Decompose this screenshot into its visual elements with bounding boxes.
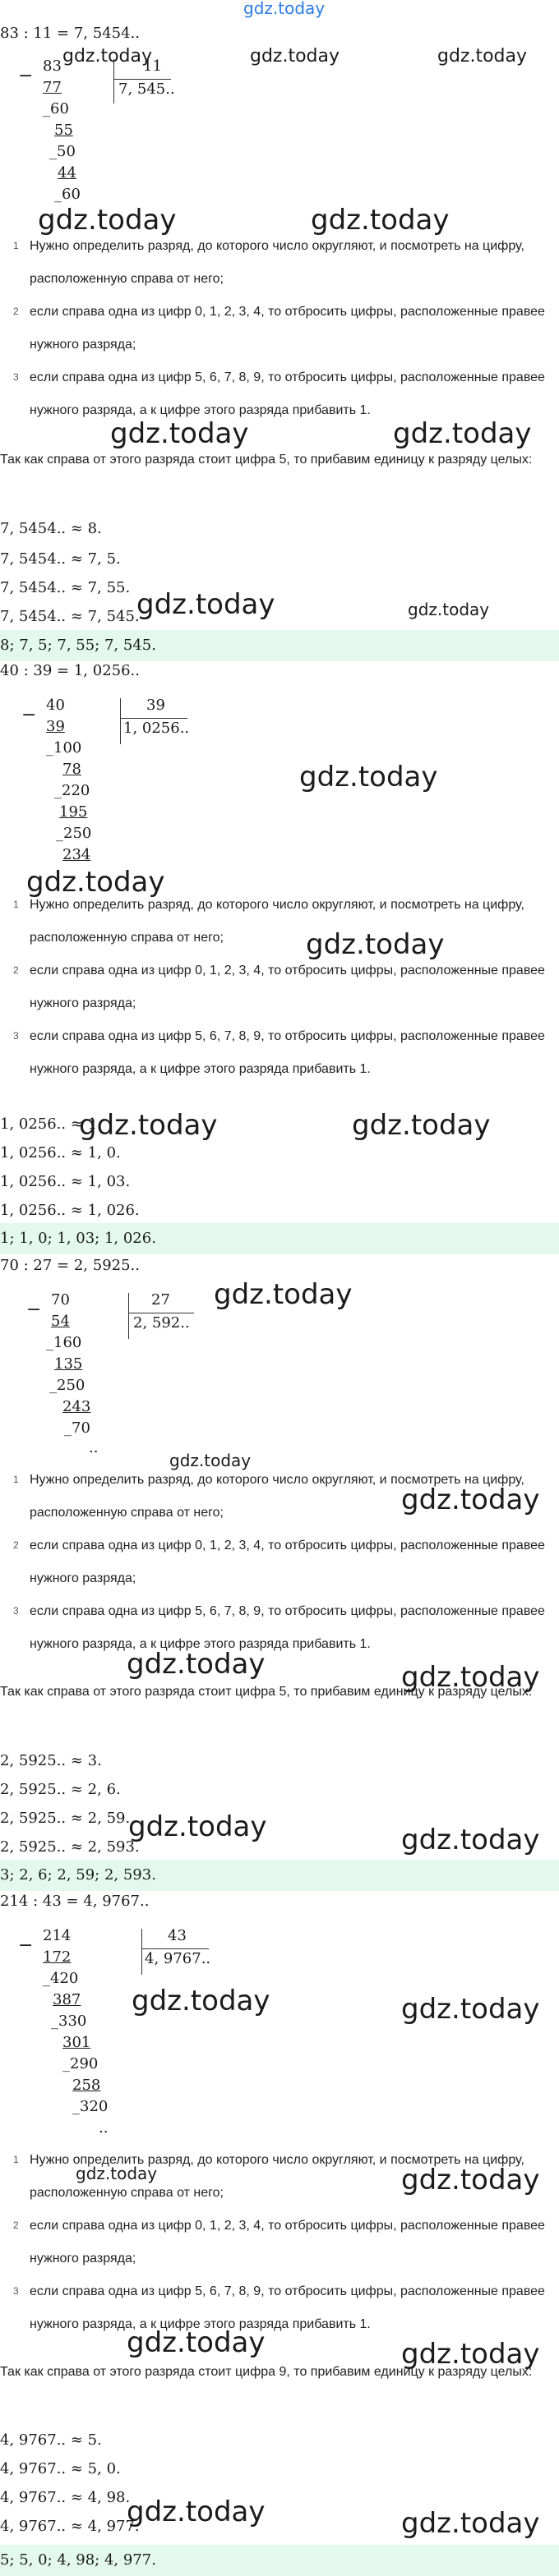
watermark: gdz.today (76, 2164, 158, 2183)
rule-number: 3 (13, 1605, 19, 1617)
watermark: gdz.today (79, 1109, 218, 1142)
watermark: gdz.today (127, 2496, 266, 2528)
rule-number: 1 (13, 240, 19, 251)
division-step: 195 (59, 803, 88, 821)
rule-text: Нужно определить разряд, до которого число округляют, и посмотреть на цифру, расположенную справа от него; (30, 1473, 524, 1520)
watermark: gdz.today (136, 588, 275, 621)
watermark: gdz.today (250, 46, 340, 67)
rounding-result: 7, 5454.. ≈ 8. (0, 520, 102, 537)
divisor: 43 (168, 1927, 187, 1944)
rule-number: 2 (13, 1539, 19, 1551)
division-step: 250 (57, 1377, 85, 1394)
watermark: gdz.today (352, 1109, 491, 1142)
dividend: 83 (43, 58, 62, 75)
rule-number: 2 (13, 306, 19, 317)
divisor: 11 (143, 58, 162, 75)
rule-text: если справа одна из цифр 0, 1, 2, 3, 4, то отбросить цифры, расположенные правее нужного разряда; (30, 2219, 545, 2266)
rule-item (0, 230, 559, 296)
explanation-text: Так как справа от этого разряда стоит цифра 5, то прибавим единицу к разряду целых: (0, 1685, 533, 1699)
watermark: gdz.today (306, 928, 445, 961)
explanation-text: Так как справа от этого разряда стоит цифра 9, то прибавим единицу к разряду целых: (0, 2365, 533, 2379)
rounding-result: 4, 9767.. ≈ 4, 98. (0, 2489, 131, 2506)
division-step: 60 (62, 186, 81, 203)
quotient: 4, 9767.. (145, 1950, 211, 1967)
division-step: 160 (53, 1334, 82, 1351)
answer-bar: 5; 5, 0; 4, 98; 4, 977. (0, 2545, 559, 2576)
rounding-result: 1, 0256.. ≈ 1, 0. (0, 1144, 121, 1162)
rounding-result: 4, 9767.. ≈ 4, 977. (0, 2518, 140, 2535)
rule-text: если справа одна из цифр 0, 1, 2, 3, 4, то отбросить цифры, расположенные правее нужного разряда; (30, 305, 545, 352)
division-step: 243 (62, 1398, 91, 1415)
division-step: 44 (58, 164, 76, 182)
rounding-result: 1, 0256.. ≈ 1, 026. (0, 1202, 140, 1219)
dividend: 40 (46, 697, 65, 714)
problem-header: 214 : 43 = 4, 9767.. (0, 1893, 150, 1910)
quotient: 2, 592.. (133, 1314, 190, 1332)
watermark: gdz.today (26, 866, 165, 899)
division-step: 420 (50, 1970, 79, 1987)
watermark: gdz.today (401, 2507, 540, 2540)
division-step: 55 (54, 122, 73, 139)
watermark: gdz.today (401, 2338, 540, 2371)
watermark: gdz.today (299, 761, 438, 794)
divisor: 27 (151, 1291, 170, 1309)
watermark: gdz.today (393, 417, 532, 450)
rule-number: 3 (13, 371, 19, 383)
division-step: 250 (63, 825, 92, 842)
rounding-result: 2, 5925.. ≈ 2, 593. (0, 1838, 140, 1856)
rule-number: 2 (13, 964, 19, 976)
rule-item (0, 954, 559, 1020)
rule-number: 3 (13, 2285, 19, 2297)
rounding-result: 7, 5454.. ≈ 7, 55. (0, 579, 131, 596)
watermark: gdz.today (38, 204, 177, 237)
rounding-result: 2, 5925.. ≈ 2, 6. (0, 1781, 121, 1798)
problem-header: 40 : 39 = 1, 0256.. (0, 662, 140, 679)
division-step: 301 (62, 2034, 91, 2051)
answer-bar: 1; 1, 0; 1, 03; 1, 026. (0, 1223, 559, 1254)
dividend: 70 (51, 1291, 70, 1309)
rounding-result: 4, 9767.. ≈ 5. (0, 2431, 102, 2449)
division-step: 54 (51, 1313, 70, 1330)
watermark: gdz.today (110, 417, 249, 450)
division-step: 70 (72, 1419, 90, 1437)
watermark: gdz.today (214, 1278, 353, 1311)
division-step: 50 (57, 143, 76, 160)
division-step: 78 (62, 761, 81, 778)
division-step: 39 (46, 718, 65, 735)
watermark: gdz.today (401, 1484, 540, 1516)
rule-item (0, 296, 559, 361)
answer-bar: 8; 7, 5; 7, 55; 7, 545. (0, 630, 559, 661)
division-step: 320 (80, 2098, 109, 2115)
watermark: gdz.today (128, 1810, 267, 1843)
watermark: gdz.today (127, 2326, 266, 2359)
rule-item (0, 1530, 559, 1595)
watermark: gdz.today (132, 1985, 270, 2017)
rule-text: если справа одна из цифр 5, 6, 7, 8, 9, то отбросить цифры, расположенные правее нужного разряда, а к цифре этого разряда прибавить 1. (30, 1604, 545, 1651)
division-step: 234 (62, 846, 91, 863)
rounding-result: 7, 5454.. ≈ 7, 545. (0, 608, 140, 625)
watermark: gdz.today (62, 46, 153, 67)
rounding-result: 1, 0256.. ≈ 1. (0, 1116, 102, 1133)
quotient: 7, 545.. (118, 80, 175, 98)
watermark: gdz.today (401, 1824, 540, 1856)
problem-header: 70 : 27 = 2, 5925.. (0, 1257, 140, 1274)
rule-text: если справа одна из цифр 0, 1, 2, 3, 4, то отбросить цифры, расположенные правее нужного разряда; (30, 1539, 545, 1585)
problem-header: 83 : 11 = 7, 5454.. (0, 25, 140, 42)
division-step: 100 (53, 739, 82, 757)
rounding-result: 2, 5925.. ≈ 2, 59. (0, 1810, 131, 1827)
rounding-result: 2, 5925.. ≈ 3. (0, 1752, 102, 1769)
rule-text: если справа одна из цифр 5, 6, 7, 8, 9, то отбросить цифры, расположенные правее нужного разряда, а к цифре этого разряда прибавить 1. (30, 1029, 545, 1076)
dividend: 214 (43, 1927, 72, 1944)
watermark: gdz.today (169, 1451, 252, 1470)
rule-text: Нужно определить разряд, до которого число округляют, и посмотреть на цифру, расположенную справа от него; (30, 898, 524, 945)
watermark: gdz.today (401, 1661, 540, 1694)
division-step: 387 (53, 1991, 81, 2008)
rule-item (0, 889, 559, 954)
rounding-result: 4, 9767.. ≈ 5, 0. (0, 2460, 121, 2477)
division-step: 220 (62, 782, 90, 799)
rule-text: Нужно определить разряд, до которого число округляют, и посмотреть на цифру, расположенную справа от него; (30, 239, 524, 286)
rounding-result: 1, 0256.. ≈ 1, 03. (0, 1173, 131, 1190)
watermark: gdz.today (437, 46, 528, 67)
division-step: 172 (43, 1948, 72, 1966)
rule-item (0, 2210, 559, 2275)
division-step: 135 (54, 1355, 83, 1373)
rule-text: если справа одна из цифр 5, 6, 7, 8, 9, то отбросить цифры, расположенные правее нужного разряда, а к цифре этого разряда прибавить 1. (30, 2284, 545, 2331)
rule-number: 2 (13, 2220, 19, 2231)
watermark: gdz.today (401, 1993, 540, 2026)
rule-number: 1 (13, 1474, 19, 1485)
rule-number: 1 (13, 899, 19, 910)
rule-number: 3 (13, 1030, 19, 1042)
watermark: gdz.today (408, 600, 490, 619)
division-step: 77 (43, 79, 62, 96)
division-step: 330 (58, 2012, 87, 2030)
division-step: 290 (70, 2055, 99, 2072)
quotient: 1, 0256.. (123, 720, 190, 737)
division-step: 258 (72, 2077, 101, 2094)
rule-number: 1 (13, 2154, 19, 2165)
rule-text: если справа одна из цифр 0, 1, 2, 3, 4, то отбросить цифры, расположенные правее нужного разряда; (30, 964, 545, 1010)
answer-bar: 3; 2, 6; 2, 59; 2, 593. (0, 1860, 559, 1891)
division-step: .. (99, 2119, 109, 2137)
divisor: 39 (146, 697, 165, 714)
watermark: gdz.today (127, 1648, 266, 1681)
rule-item (0, 1020, 559, 1119)
division-step: .. (89, 1439, 99, 1456)
explanation-text: Так как справа от этого разряда стоит цифра 5, то прибавим единицу к разряду целых: (0, 453, 533, 467)
watermark: gdz.today (311, 204, 450, 237)
watermark: gdz.today (243, 0, 326, 18)
division-step: 60 (50, 100, 69, 117)
rule-text: если справа одна из цифр 5, 6, 7, 8, 9, то отбросить цифры, расположенные правее нужного разряда, а к цифре этого разряда прибавить 1. (30, 370, 545, 417)
rounding-result: 7, 5454.. ≈ 7, 5. (0, 550, 121, 568)
watermark: gdz.today (401, 2164, 540, 2196)
rule-text: Нужно определить разряд, до которого число округляют, и посмотреть на цифру, расположенную справа от него; (30, 2153, 524, 2200)
